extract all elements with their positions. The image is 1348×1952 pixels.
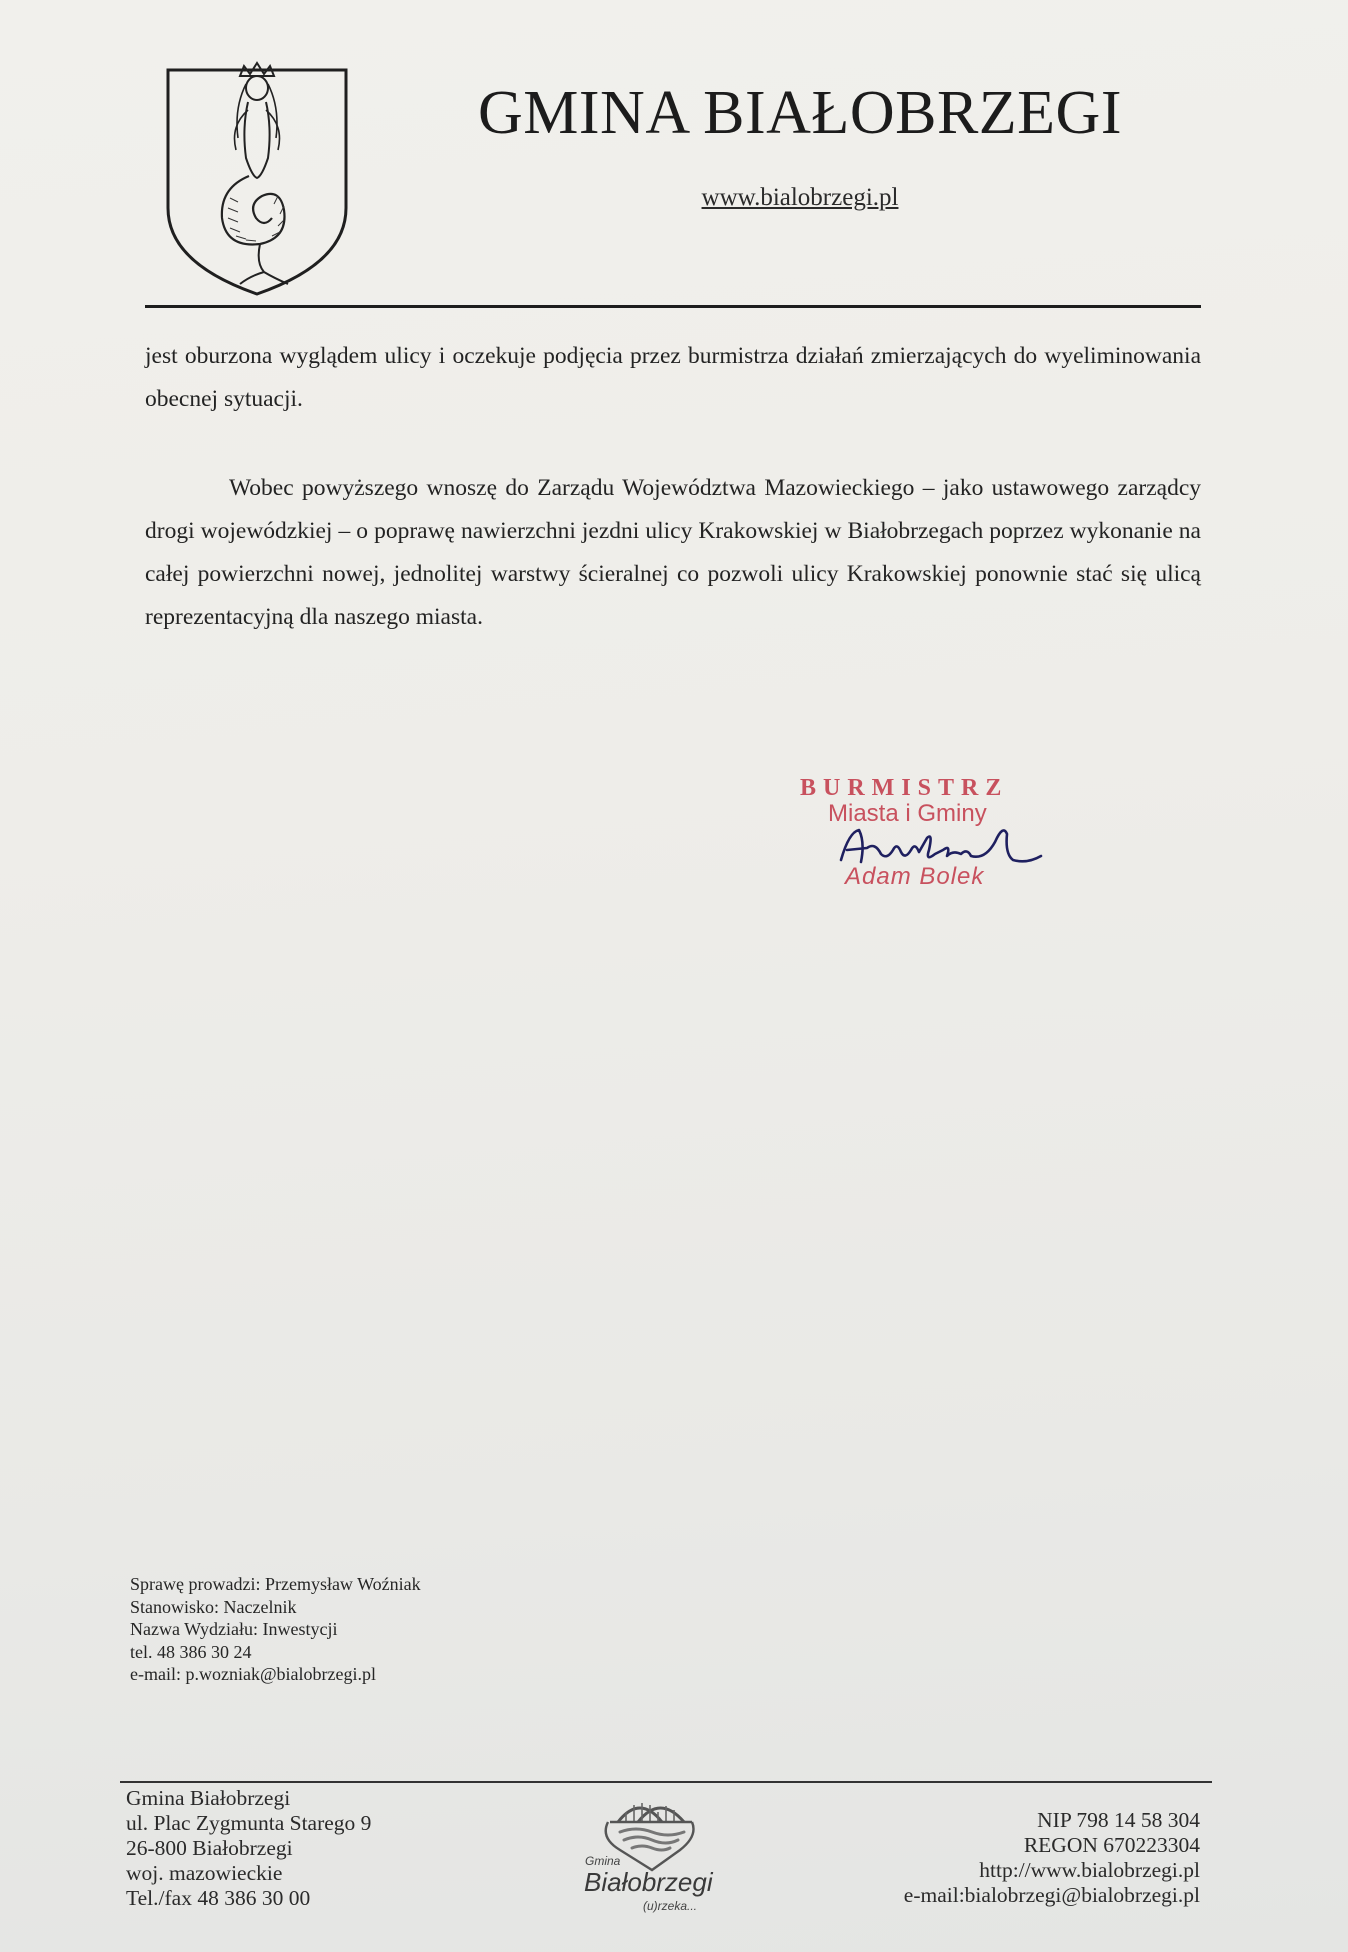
paragraph-1: jest oburzona wyglądem ulicy i oczekuje podjęcia przez burmistrza działań zmierzających do wyeliminowania obecnej sytuacji. bbox=[145, 343, 1201, 412]
footer-website-link[interactable]: http://www.bialobrzegi.pl bbox=[979, 1858, 1200, 1882]
page-title: GMINA BIAŁOBRZEGI bbox=[478, 79, 1122, 147]
footer-region: woj. mazowieckie bbox=[126, 1861, 283, 1885]
footer-postal: 26-800 Białobrzegi bbox=[126, 1836, 293, 1860]
handled-by: Sprawę prowadzi: Przemysław Woźniak bbox=[130, 1574, 421, 1594]
officer-phone: tel. 48 386 30 24 bbox=[130, 1641, 252, 1662]
officer-department: Nazwa Wydziału: Inwestycji bbox=[130, 1619, 338, 1639]
footer-phone: Tel./fax 48 386 30 00 bbox=[126, 1886, 311, 1910]
logo-text-sub: (u)rzeka... bbox=[643, 1899, 698, 1913]
logo-text-small: Gmina bbox=[585, 1854, 621, 1868]
officer-position: Stanowisko: Naczelnik bbox=[130, 1596, 297, 1617]
paragraph-2: Wobec powyższego wnoszę do Zarządu Województwa Mazowieckiego – jako ustawowego zarządcy drogi wojewódzkiej – o poprawę nawierzchni jezdni ulicy Krakowskiej w Białobrzegach poprzez wykonanie na całej powierzchni nowej, jednolitej warstwy ścieralnej co pozwoli ulicy Krakowskiej ponownie stać się ulicą reprezentacyjną dla naszego miasta. bbox=[145, 475, 1201, 630]
footer-street: ul. Plac Zygmunta Starego 9 bbox=[126, 1811, 372, 1835]
footer-registry bbox=[880, 1808, 1200, 1908]
footer-address bbox=[126, 1786, 371, 1911]
stamp-title: BURMISTRZ bbox=[800, 775, 1009, 801]
footer-regon: REGON 670223304 bbox=[1023, 1833, 1200, 1857]
signature-icon bbox=[835, 820, 1055, 875]
footer-divider bbox=[120, 1781, 1212, 1783]
coat-of-arms-icon bbox=[164, 58, 350, 298]
stamp-name: Adam Bolek bbox=[845, 863, 985, 890]
header-website-link[interactable]: www.bialobrzegi.pl bbox=[701, 184, 899, 211]
logo-text-main: Białobrzegi bbox=[584, 1867, 713, 1897]
stamp-subtitle: Miasta i Gminy bbox=[828, 800, 987, 827]
case-officer-info bbox=[130, 1573, 421, 1686]
footer-org-name: Gmina Białobrzegi bbox=[126, 1786, 291, 1810]
header-divider bbox=[145, 305, 1201, 308]
footer-email-link[interactable]: e-mail:bialobrzegi@bialobrzegi.pl bbox=[903, 1883, 1200, 1907]
officer-email[interactable]: e-mail: p.wozniak@bialobrzegi.pl bbox=[130, 1664, 376, 1684]
footer-nip: NIP 798 14 58 304 bbox=[1037, 1808, 1200, 1832]
